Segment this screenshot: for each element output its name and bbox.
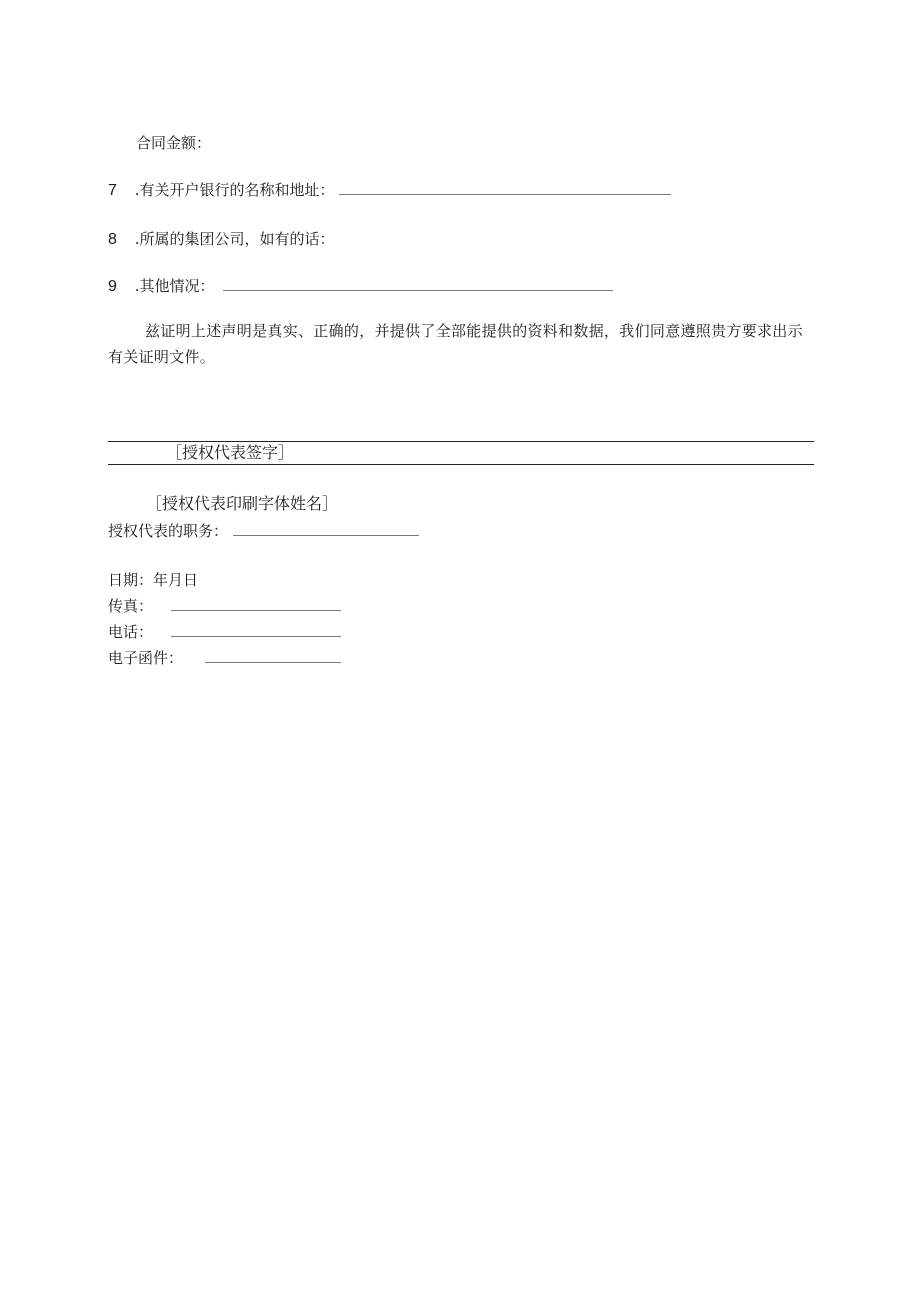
email-row [108,648,341,668]
item-7-row [108,180,671,201]
item-7-label: .有关开户银行的名称和地址： [134,181,335,199]
declaration-paragraph: 兹证明上述声明是真实、正确的，并提供了全部能提供的资料和数据，我们同意遵照贵方要求出示有关证明文件。 [108,322,803,366]
printed-name-label: ［授权代表印刷字体姓名］ [146,494,339,513]
phone-row [108,622,341,642]
bank-name-address-field[interactable] [339,182,671,195]
title-row [108,521,419,541]
item-7-number: 7 [108,182,117,199]
title-field[interactable] [233,523,419,536]
signature-top-rule [108,441,814,442]
contract-amount-label: 合同金额： [136,134,212,152]
other-info-field[interactable] [223,278,613,291]
phone-field[interactable] [171,624,341,637]
date-label: 日期：年月日 [108,571,199,589]
item-9-row [108,276,613,297]
item-9-number: 9 [108,278,117,295]
item-8-label: .所属的集团公司，如有的话： [134,230,335,248]
item-9-label: .其他情况： [134,277,215,295]
signature-label: ［授权代表签字］ [166,443,295,462]
email-label: 电子函件： [108,649,184,667]
title-label: 授权代表的职务： [108,522,229,540]
fax-field[interactable] [171,598,341,611]
fax-row [108,596,341,616]
item-8-row [108,229,335,250]
phone-label: 电话： [108,623,154,641]
email-field[interactable] [205,650,341,663]
item-8-number: 8 [108,231,117,248]
fax-label: 传真： [108,597,154,615]
signature-bottom-rule [108,464,814,465]
